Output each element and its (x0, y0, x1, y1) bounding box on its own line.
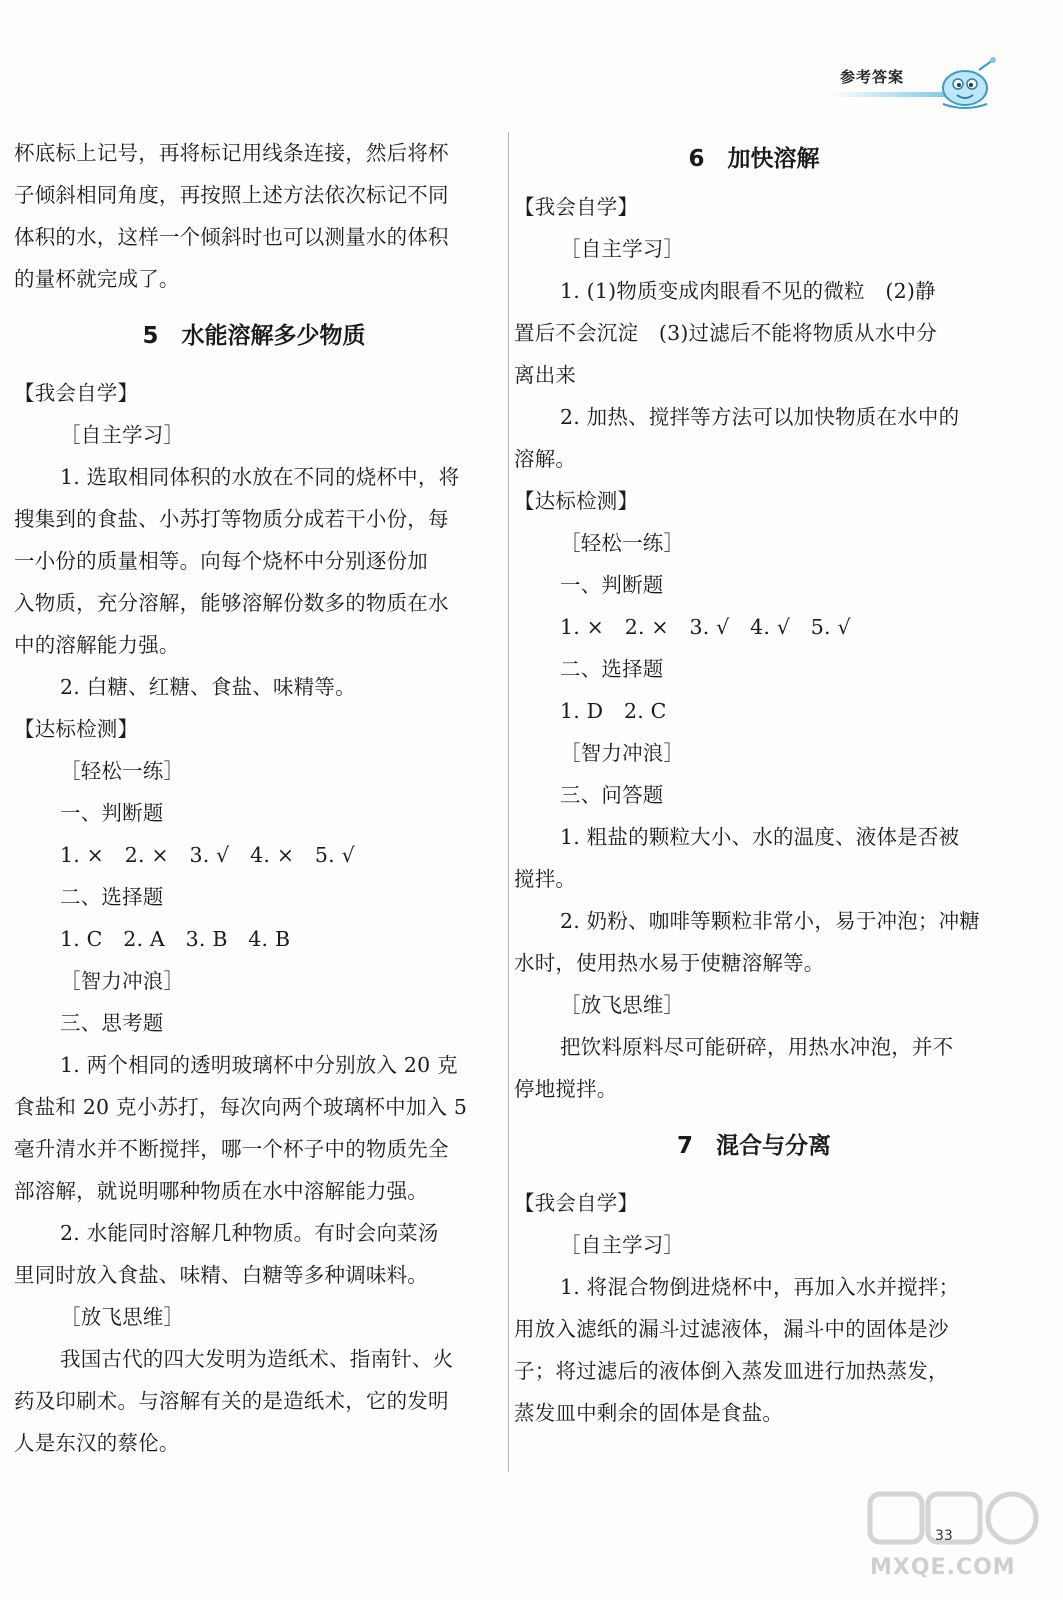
paragraph-line: 1. 选取相同体积的水放在不同的烧杯中，将 (60, 465, 460, 489)
subheading: ［放飞思维］ (560, 993, 685, 1017)
answer-line: 1. C 2. A 3. B 4. B (60, 927, 291, 951)
paragraph-line: 2. 白糖、红糖、食盐、味精等。 (60, 675, 356, 699)
paragraph-line: 置后不会沉淀 (3)过滤后不能将物质从水中分 (514, 321, 937, 345)
paragraph-line: 人是东汉的蔡伦。 (14, 1431, 180, 1455)
paragraph-line: 中的溶解能力强。 (14, 633, 180, 657)
section-7-title: 7 混合与分离 (676, 1133, 831, 1159)
section-5-title: 5 水能溶解多少物质 (142, 323, 366, 349)
answer-line: 1. D 2. C (560, 699, 667, 723)
paragraph-line: 里同时放入食盐、味精、白糖等多种调味料。 (14, 1263, 428, 1287)
intro-line: 子倾斜相同角度，再按照上述方法依次标记不同 (14, 183, 449, 207)
page-number: 33 (935, 1528, 953, 1544)
paragraph-line: 2. 奶粉、咖啡等颗粒非常小，易于冲泡；冲糖 (560, 909, 980, 933)
paragraph-line: 毫升清水并不断搅拌，哪一个杯子中的物质先全 (14, 1137, 449, 1161)
subheading: ［自主学习］ (60, 423, 185, 447)
section-6-title: 6 加快溶解 (688, 146, 820, 172)
paragraph-line: 把饮料原料尽可能研碎，用热水冲泡，并不 (560, 1035, 954, 1059)
paragraph-line: 搅拌。 (514, 867, 577, 891)
intro-line: 体积的水，这样一个倾斜时也可以测量水的体积 (14, 225, 449, 249)
paragraph-line: 1. (1)物质变成肉眼看不见的微粒 (2)静 (560, 279, 936, 303)
paragraph-line: 部溶解，就说明哪种物质在水中溶解能力强。 (14, 1179, 428, 1203)
paragraph-line: 我国古代的四大发明为造纸术、指南针、火 (60, 1347, 454, 1371)
question-heading: 一、判断题 (60, 801, 164, 825)
paragraph-line: 蒸发皿中剩余的固体是食盐。 (514, 1401, 784, 1425)
subheading: ［放飞思维］ (60, 1305, 185, 1329)
paragraph-line: 水时，使用热水易于使糖溶解等。 (514, 951, 825, 975)
check-tag: 【达标检测】 (14, 717, 139, 741)
paragraph-line: 子；将过滤后的液体倒入蒸发皿进行加热蒸发， (514, 1359, 949, 1383)
intro-line: 的量杯就完成了。 (14, 267, 180, 291)
paragraph-line: 离出来 (514, 363, 577, 387)
header-label: 参考答案 (840, 68, 905, 86)
subheading: ［轻松一练］ (60, 759, 185, 783)
subheading: ［智力冲浪］ (560, 741, 685, 765)
paragraph-line: 搜集到的食盐、小苏打等物质分成若干小份，每 (14, 507, 449, 531)
paragraph-line: 停地搅拌。 (514, 1077, 618, 1101)
subheading: ［自主学习］ (560, 1233, 685, 1257)
paragraph-line: 1. 粗盐的颗粒大小、水的温度、液体是否被 (560, 825, 960, 849)
subheading: ［自主学习］ (560, 237, 685, 261)
paragraph-line: 1. 两个相同的透明玻璃杯中分别放入 20 克 (60, 1053, 458, 1077)
question-heading: 二、选择题 (60, 885, 164, 909)
paragraph-line: 溶解。 (514, 447, 577, 471)
question-heading: 二、选择题 (560, 657, 664, 681)
header-underline (828, 92, 948, 97)
paragraph-line: 2. 加热、搅拌等方法可以加快物质在水中的 (560, 405, 960, 429)
paragraph-line: 药及印刷术。与溶解有关的是造纸术，它的发明 (14, 1389, 449, 1413)
paragraph-line: 一小份的质量相等。向每个烧杯中分别逐份加 (14, 549, 428, 573)
answer-line: 1. × 2. × 3. √ 4. √ 5. √ (560, 615, 851, 639)
right-column (514, 132, 994, 1434)
left-column (14, 132, 494, 1464)
question-heading: 一、判断题 (560, 573, 664, 597)
self-study-tag: 【我会自学】 (514, 195, 639, 219)
watermark-url: MXQE.COM (870, 1555, 1016, 1580)
self-study-tag: 【我会自学】 (14, 381, 139, 405)
mascot-icon (935, 56, 999, 110)
question-heading: 三、问答题 (560, 783, 664, 807)
check-tag: 【达标检测】 (514, 489, 639, 513)
paragraph-line: 2. 水能同时溶解几种物质。有时会向菜汤 (60, 1221, 439, 1245)
subheading: ［轻松一练］ (560, 531, 685, 555)
paragraph-line: 入物质，充分溶解，能够溶解份数多的物质在水 (14, 591, 449, 615)
column-divider (508, 132, 509, 1472)
paragraph-line: 1. 将混合物倒进烧杯中，再加入水并搅拌； (560, 1275, 960, 1299)
intro-line: 杯底标上记号，再将标记用线条连接，然后将杯 (14, 141, 449, 165)
question-heading: 三、思考题 (60, 1011, 164, 1035)
self-study-tag: 【我会自学】 (514, 1191, 639, 1215)
answer-line: 1. × 2. × 3. √ 4. × 5. √ (60, 843, 355, 867)
paragraph-line: 用放入滤纸的漏斗过滤液体，漏斗中的固体是沙 (514, 1317, 949, 1341)
subheading: ［智力冲浪］ (60, 969, 185, 993)
paragraph-line: 食盐和 20 克小苏打，每次向两个玻璃杯中加入 5 (14, 1095, 468, 1119)
